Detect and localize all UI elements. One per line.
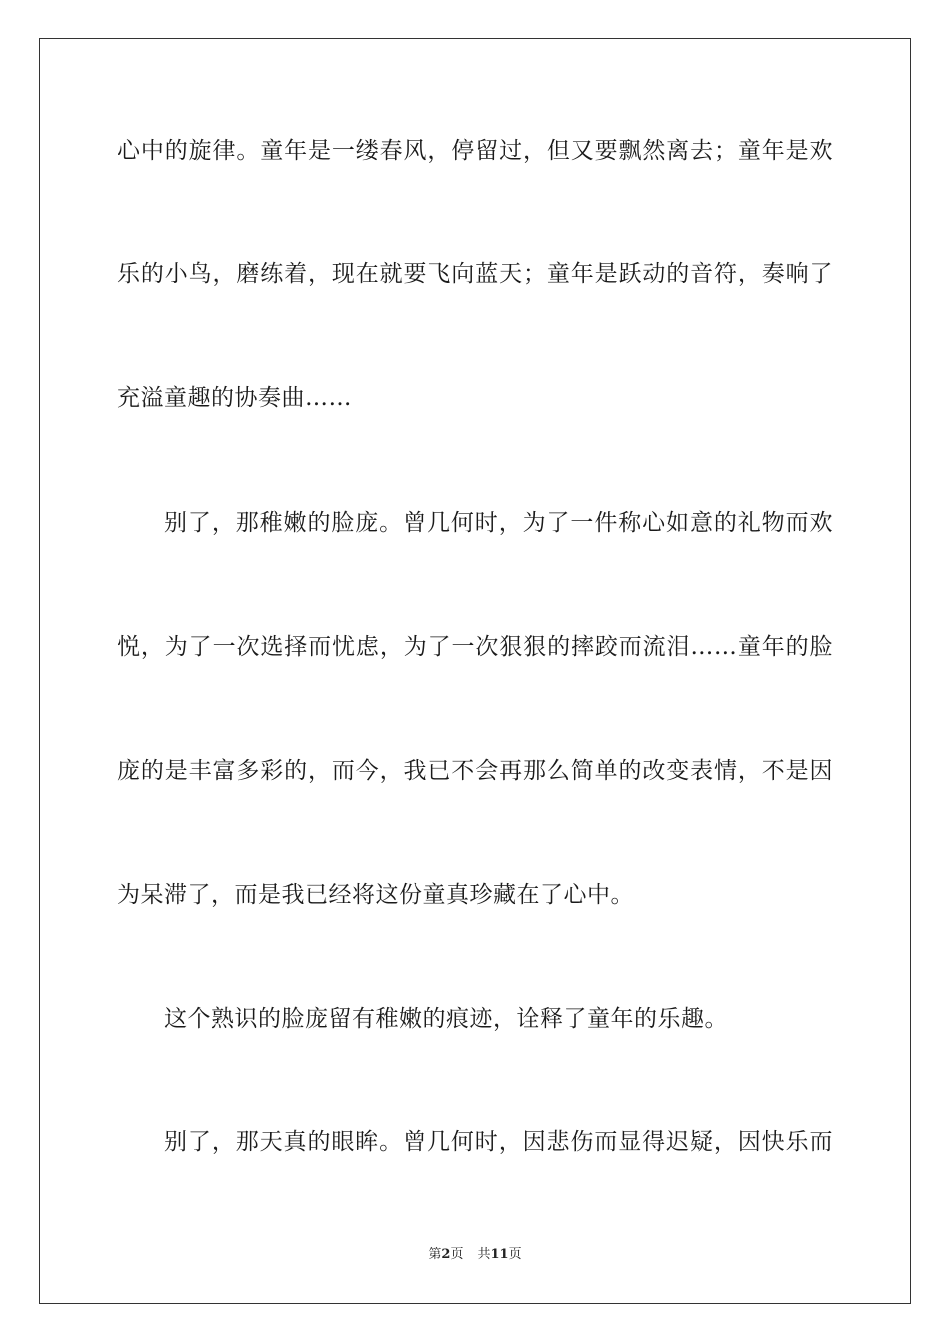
total-label-prefix: 共 [477, 1247, 491, 1262]
text-line: 庞的是丰富多彩的，而今，我已不会再那么简单的改变表情，不是因 [117, 758, 833, 784]
page-label-prefix: 第 [428, 1247, 442, 1262]
total-label-suffix: 页 [508, 1247, 522, 1262]
paragraph-start-line: 这个熟识的脸庞留有稚嫩的痕迹，诠释了童年的乐趣。 [164, 1006, 728, 1032]
text-line: 乐的小鸟，磨练着，现在就要飞向蓝天；童年是跃动的音符，奏响了 [117, 261, 833, 287]
paragraph-start-line: 别了，那天真的眼眸。曾几何时，因悲伤而显得迟疑，因快乐而 [164, 1129, 833, 1155]
page-footer [0, 1246, 950, 1264]
text-line: 充溢童趣的协奏曲…… [117, 385, 352, 411]
text-line: 心中的旋律。童年是一缕春风，停留过，但又要飘然离去；童年是欢 [117, 138, 833, 164]
page-label-suffix: 页 [450, 1247, 464, 1262]
page-border [39, 38, 911, 1304]
paragraph-start-line: 别了，那稚嫩的脸庞。曾几何时，为了一件称心如意的礼物而欢 [164, 510, 833, 536]
total-pages: 11 [490, 1247, 509, 1262]
text-line: 为呆滞了，而是我已经将这份童真珍藏在了心中。 [117, 882, 634, 908]
page-number: 2 [441, 1247, 451, 1262]
text-line: 悦，为了一次选择而忧虑，为了一次狠狠的摔跤而流泪……童年的脸 [117, 634, 833, 660]
